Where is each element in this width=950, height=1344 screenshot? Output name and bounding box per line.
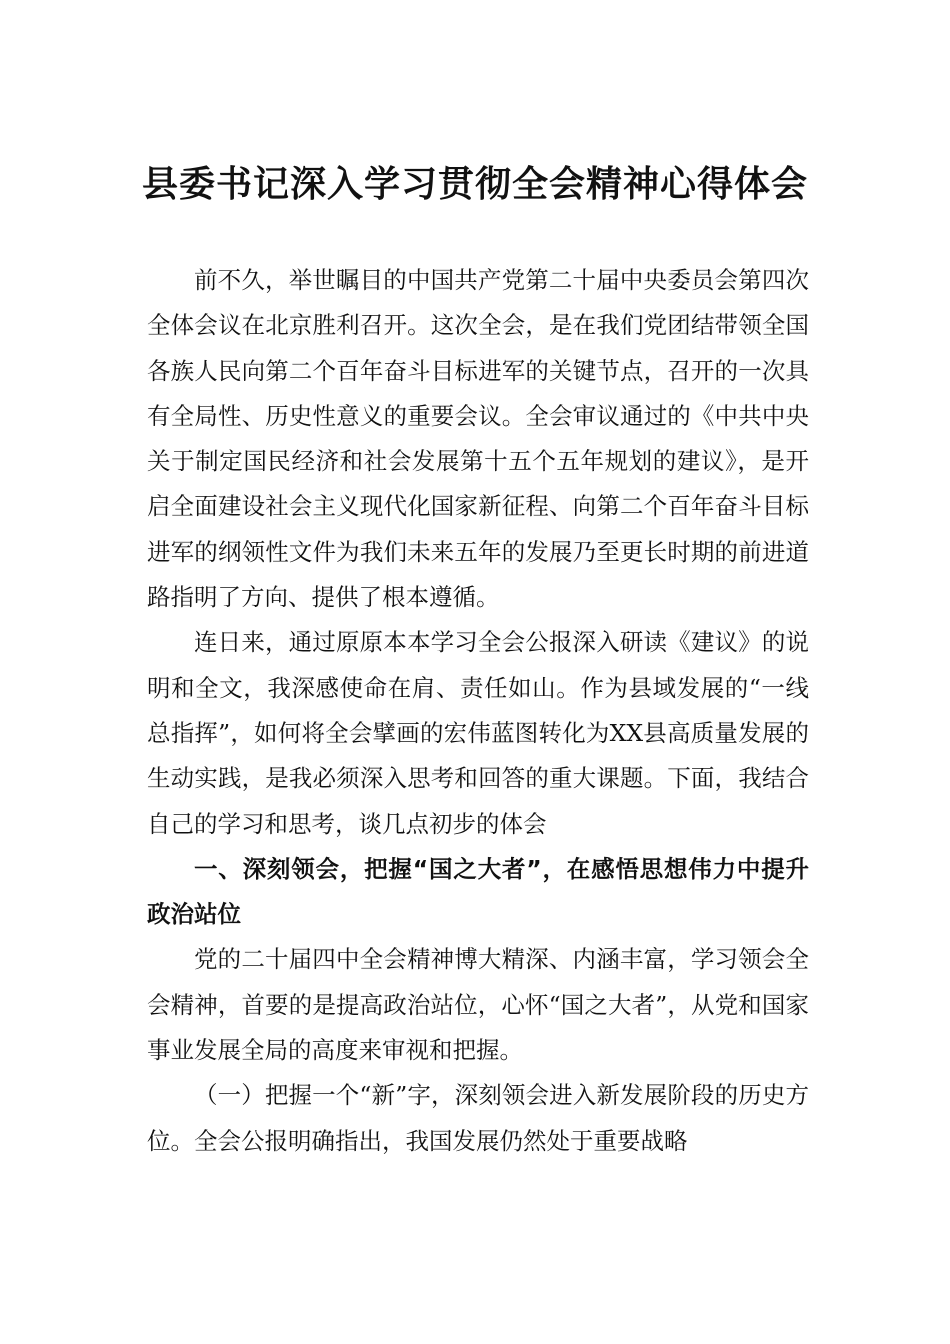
document-title: 县委书记深入学习贯彻全会精神心得体会 xyxy=(141,163,808,205)
subsection-1-text: 全会公报明确指出，我国发展仍然处于重要战略 xyxy=(194,1126,688,1155)
intro-paragraph: 前不久，举世瞩目的中国共产党第二十届中央委员会第四次全体会议在北京胜利召开。这次全会，是在我们党团结带领全国各族人民向第二个百年奋斗目标进军的关键节点，召开的一次具有全局性、历史性意义的重要会议。全会审议通过的《中共中央关于制定国民经济和社会发展第十五个五年规划的建议》，是开启全面建设社会主义现代化国家新征程、向第二个百年奋斗目标进军的纲领性文件为我们未来五年的发展乃至更长时期的前进道路指明了方向、提供了根本遵循。 xyxy=(147,266,809,612)
section-1-paragraph: 党的二十届四中全会精神博大精深、内涵丰富，学习领会全会精神，首要的是提高政治站位，心怀“国之大者”，从党和国家事业发展全局的高度来审视和把握。 xyxy=(147,945,809,1065)
document-body xyxy=(147,258,809,1164)
subsection-1-lead: （一）把握一个“新”字，深刻领会进入新发展阶段的历史方位。 xyxy=(147,1081,809,1155)
subsection-1-paragraph xyxy=(147,1073,809,1164)
reflection-paragraph: 连日来，通过原原本本学习全会公报深入研读《建议》的说明和全文，我深感使命在肩、责任如山。作为县域发展的“一线总指挥”，如何将全会擘画的宏伟蓝图转化为XX县高质量发展的生动实践，是我必须深入思考和回答的重大课题。下面，我结合自己的学习和思考，谈几点初步的体会 xyxy=(147,628,809,838)
section-heading-1: 一、深刻领会，把握“国之大者”，在感悟思想伟力中提升政治站位 xyxy=(147,854,809,929)
